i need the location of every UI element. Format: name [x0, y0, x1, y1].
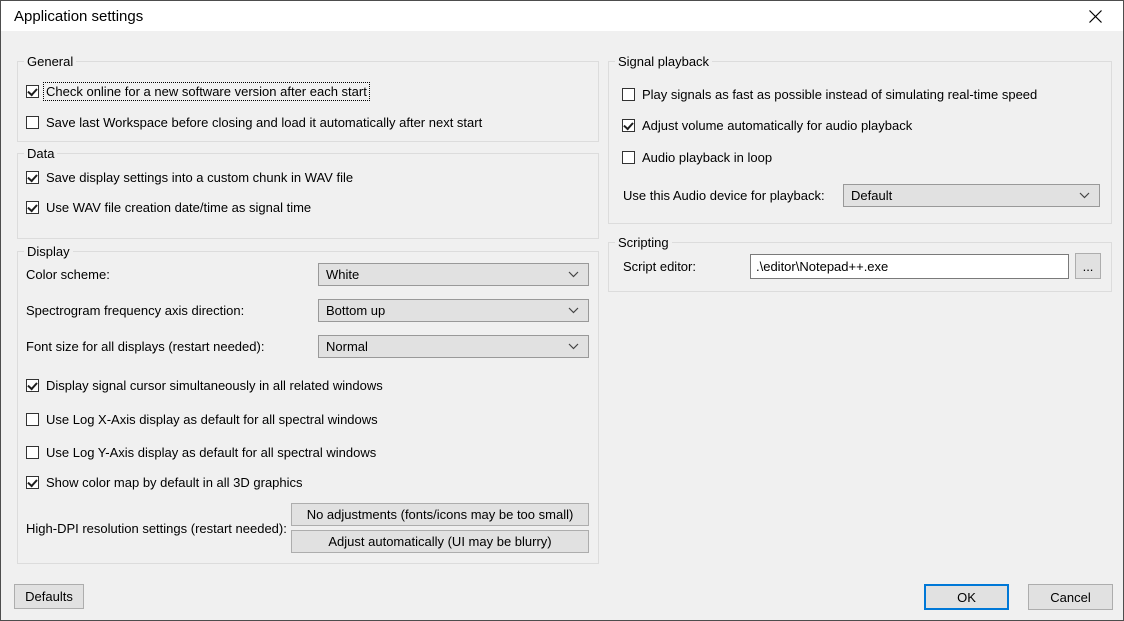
audio-device-select[interactable] — [843, 184, 1100, 207]
checkbox[interactable] — [26, 171, 39, 184]
group-signal-playback-title: Signal playback — [615, 54, 712, 70]
high-dpi-no-adjustments-button[interactable] — [291, 503, 589, 526]
checkbox-row-playback-loop[interactable] — [622, 149, 774, 166]
title-bar — [1, 1, 1123, 31]
spectrogram-direction-value: Bottom up — [326, 303, 386, 318]
checkbox[interactable] — [26, 446, 39, 459]
font-size-label: Font size for all displays (restart needed): — [26, 339, 265, 354]
ok-button-label: OK — [957, 589, 976, 605]
checkbox[interactable] — [26, 116, 39, 129]
font-size-select[interactable] — [318, 335, 589, 358]
defaults-button-label: Defaults — [25, 589, 73, 604]
chevron-down-icon — [568, 271, 579, 278]
dialog-title: Application settings — [14, 7, 144, 25]
checkbox-row-check-online[interactable] — [26, 83, 369, 100]
checkbox-row-signal-cursor[interactable] — [26, 377, 385, 394]
browse-button-label: ... — [1082, 258, 1094, 274]
group-data-title: Data — [24, 146, 57, 162]
high-dpi-adjust-automatically-button[interactable] — [291, 530, 589, 553]
audio-device-label: Use this Audio device for playback: — [623, 188, 825, 203]
checkbox-row-play-fast[interactable] — [622, 86, 1039, 103]
checkbox-label: Use WAV file creation date/time as signal time — [46, 200, 312, 215]
checkbox-label: Use Log Y-Axis display as default for all spectral windows — [46, 445, 377, 460]
dialog-body — [1, 31, 1123, 620]
checkbox-row-log-y-axis[interactable] — [26, 444, 378, 461]
ok-button[interactable] — [924, 584, 1009, 610]
group-general-title: General — [24, 54, 76, 70]
close-button[interactable] — [1075, 1, 1115, 31]
audio-device-value: Default — [851, 188, 893, 203]
close-icon — [1088, 9, 1103, 24]
group-display — [17, 244, 599, 564]
color-scheme-value: White — [326, 267, 360, 282]
browse-button[interactable] — [1075, 253, 1101, 279]
checkbox-row-log-x-axis[interactable] — [26, 411, 380, 428]
checkbox-row-color-map-3d[interactable] — [26, 474, 305, 491]
checkbox-label: Adjust volume automatically for audio playback — [642, 118, 913, 133]
checkbox-row-save-workspace[interactable] — [26, 114, 484, 131]
checkbox-label: Display signal cursor simultaneously in all related windows — [46, 378, 383, 393]
group-data — [17, 146, 599, 239]
checkbox-label: Play signals as fast as possible instead of simulating real-time speed — [642, 87, 1038, 102]
font-size-value: Normal — [326, 339, 368, 354]
high-dpi-label: High-DPI resolution settings (restart needed): — [26, 520, 287, 536]
cancel-button-label: Cancel — [1050, 589, 1091, 605]
checkbox-label: Use Log X-Axis display as default for all spectral windows — [46, 412, 378, 427]
checkbox-row-wav-creation-time[interactable] — [26, 199, 313, 216]
checkbox-row-save-display-settings[interactable] — [26, 169, 355, 186]
group-general — [17, 54, 599, 142]
cancel-button[interactable] — [1028, 584, 1113, 610]
chevron-down-icon — [568, 343, 579, 350]
checkbox[interactable] — [26, 379, 39, 392]
script-editor-input[interactable] — [750, 254, 1069, 279]
spectrogram-direction-label: Spectrogram frequency axis direction: — [26, 303, 245, 318]
spectrogram-direction-select[interactable] — [318, 299, 589, 322]
color-scheme-select[interactable] — [318, 263, 589, 286]
defaults-button[interactable] — [14, 584, 84, 609]
checkbox[interactable] — [26, 85, 39, 98]
checkbox-label: Save display settings into a custom chunk in WAV file — [46, 170, 354, 185]
checkbox[interactable] — [26, 476, 39, 489]
checkbox[interactable] — [26, 413, 39, 426]
chevron-down-icon — [568, 307, 579, 314]
color-scheme-label: Color scheme: — [26, 267, 110, 282]
high-dpi-no-adjustments-label: No adjustments (fonts/icons may be too small) — [306, 507, 574, 522]
checkbox-label: Audio playback in loop — [642, 150, 773, 165]
checkbox-label: Show color map by default in all 3D graphics — [46, 475, 303, 490]
checkbox-label: Save last Workspace before closing and load it automatically after next start — [46, 115, 483, 130]
group-display-title: Display — [24, 244, 73, 260]
checkbox-row-adjust-volume[interactable] — [622, 117, 914, 134]
group-scripting-title: Scripting — [615, 235, 672, 251]
chevron-down-icon — [1079, 192, 1090, 199]
checkbox-label: Check online for a new software version after each start — [46, 84, 367, 99]
group-scripting — [608, 235, 1112, 292]
checkbox[interactable] — [622, 88, 635, 101]
script-editor-label: Script editor: — [623, 259, 696, 274]
group-signal-playback — [608, 54, 1112, 224]
high-dpi-adjust-automatically-label: Adjust automatically (UI may be blurry) — [328, 534, 552, 549]
checkbox[interactable] — [622, 119, 635, 132]
checkbox[interactable] — [26, 201, 39, 214]
checkbox[interactable] — [622, 151, 635, 164]
